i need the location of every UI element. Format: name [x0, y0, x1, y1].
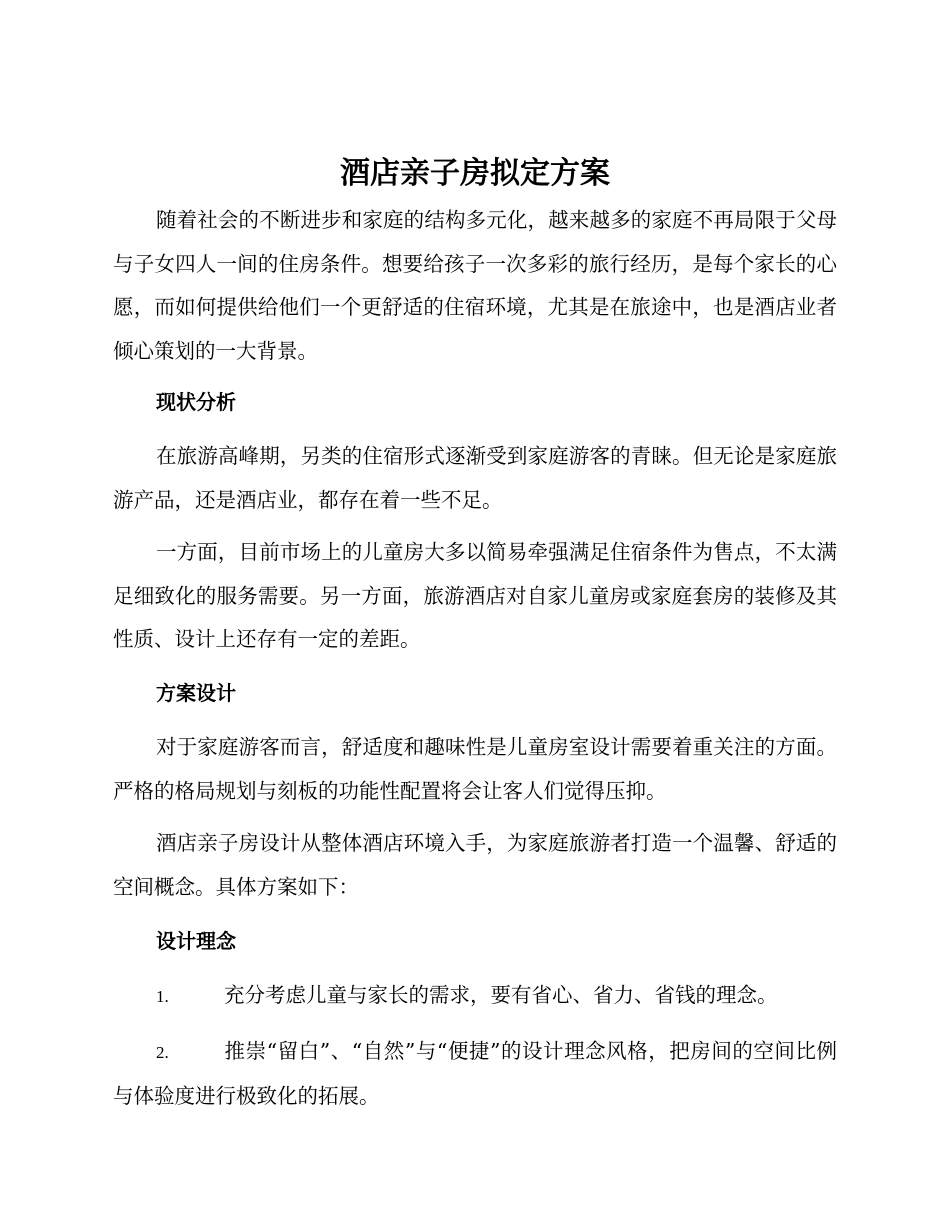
design-paragraph-2: 酒店亲子房设计从整体酒店环境入手，为家庭旅游者打造一个温馨、舒适的空间概念。具体方案如下：: [113, 831, 837, 899]
status-paragraph-1: 在旅游高峰期，另类的住宿形式逐渐受到家庭游客的青睐。但无论是家庭旅游产品，还是酒店业，都存在着一些不足。: [113, 444, 837, 512]
document-title: 酒店亲子房拟定方案: [340, 156, 610, 191]
section-heading-design: 方案设计: [156, 681, 236, 705]
list-item-number: 2.: [156, 1043, 169, 1062]
design-paragraph-1: 对于家庭游客而言，舒适度和趣味性是儿童房室设计需要着重关注的方面。严格的格局规划与刻板的功能性配置将会让客人们觉得压抑。: [113, 735, 837, 803]
list-item: [113, 1030, 837, 1118]
section-heading-concept: 设计理念: [156, 929, 236, 953]
list-item-text: 充分考虑儿童与家长的需求，要有省心、省力、省钱的理念。: [224, 983, 778, 1007]
list-item-text: 推崇“留白”、“自然”与“便捷”的设计理念风格，把房间的空间比例与体验度进行极致化的拓展。: [113, 1039, 837, 1108]
list-item-number: 1.: [156, 987, 169, 1006]
intro-paragraph: 随着社会的不断进步和家庭的结构多元化，越来越多的家庭不再局限于父母与子女四人一间的住房条件。想要给孩子一次多彩的旅行经历，是每个家长的心愿，而如何提供给他们一个更舒适的住宿环境，尤其是在旅途中，也是酒店业者倾心策划的一大背景。: [113, 208, 837, 363]
status-paragraph-2: 一方面，目前市场上的儿童房大多以简易牵强满足住宿条件为售点，不太满足细致化的服务需要。另一方面，旅游酒店对自家儿童房或家庭套房的装修及其性质、设计上还存有一定的差距。: [113, 540, 837, 651]
list-item: [113, 974, 837, 1019]
section-heading-status: 现状分析: [156, 390, 236, 414]
